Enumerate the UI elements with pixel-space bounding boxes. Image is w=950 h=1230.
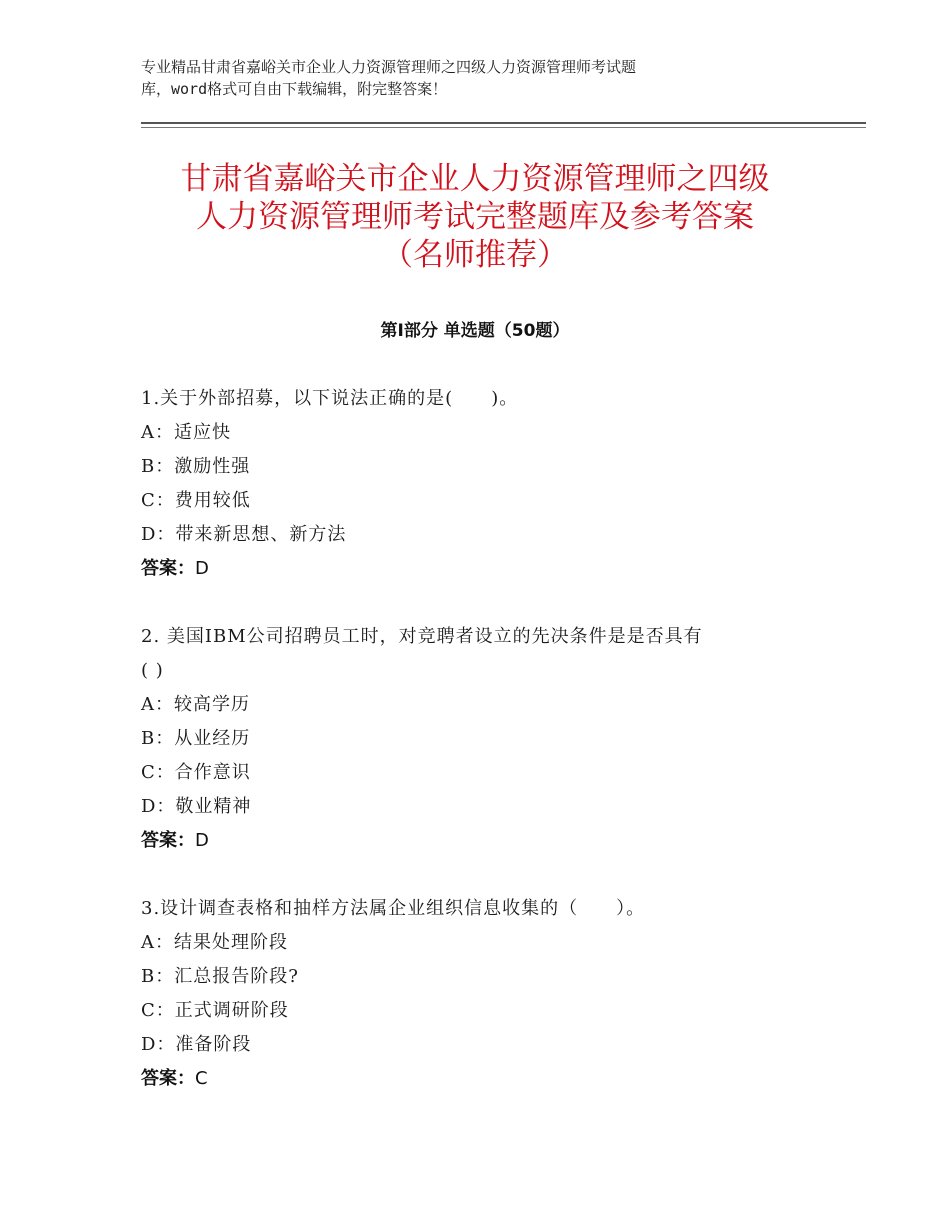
header-note-line: 库，word格式可自由下载编辑，附完整答案！	[141, 80, 448, 98]
answer-label: 答案：	[141, 558, 195, 579]
question-3	[141, 892, 821, 1096]
section-title: 第Ⅰ部分 单选题（50题）	[380, 321, 570, 341]
option-a: A：较高学历	[141, 694, 250, 715]
option-b: B：从业经历	[141, 728, 251, 749]
title-line: （名师推荐）	[382, 237, 568, 273]
question-list	[141, 382, 821, 1130]
question-2	[141, 620, 821, 858]
option-d: D：敬业精神	[141, 796, 252, 817]
question-1	[141, 382, 821, 586]
option-a: A：结果处理阶段	[141, 932, 288, 953]
header-divider-thin	[141, 127, 866, 128]
option-b: B：汇总报告阶段?	[141, 966, 299, 987]
header-note-line: 专业精品甘肃省嘉峪关市企业人力资源管理师之四级人力资源管理师考试题	[141, 58, 637, 76]
question-stem: 2. 美国IBM公司招聘员工时，对竞聘者设立的先决条件是是否具有	[141, 626, 703, 647]
header-divider	[141, 122, 866, 124]
answer-value: D	[195, 830, 209, 851]
option-b: B：激励性强	[141, 456, 251, 477]
answer	[141, 552, 821, 586]
title-line: 甘肃省嘉峪关市企业人力资源管理师之四级	[180, 161, 770, 197]
option-c: C：合作意识	[141, 762, 251, 783]
answer-value: D	[195, 558, 209, 579]
header-note	[141, 56, 781, 100]
question-stem: 3.设计调查表格和抽样方法属企业组织信息收集的（ ）。	[141, 898, 646, 919]
option-d: D：准备阶段	[141, 1034, 252, 1055]
question-stem-continued: ( )	[141, 660, 164, 681]
answer-label: 答案：	[141, 830, 195, 851]
question-stem: 1.关于外部招募，以下说法正确的是( )。	[141, 388, 519, 409]
document-title	[120, 160, 830, 274]
answer-label: 答案：	[141, 1068, 195, 1089]
title-line: 人力资源管理师考试完整题库及参考答案	[196, 199, 754, 235]
answer	[141, 824, 821, 858]
option-c: C：正式调研阶段	[141, 1000, 289, 1021]
option-d: D：带来新思想、新方法	[141, 524, 347, 545]
option-a: A：适应快	[141, 422, 231, 443]
answer-value: C	[195, 1068, 208, 1089]
option-c: C：费用较低	[141, 490, 251, 511]
answer	[141, 1062, 821, 1096]
